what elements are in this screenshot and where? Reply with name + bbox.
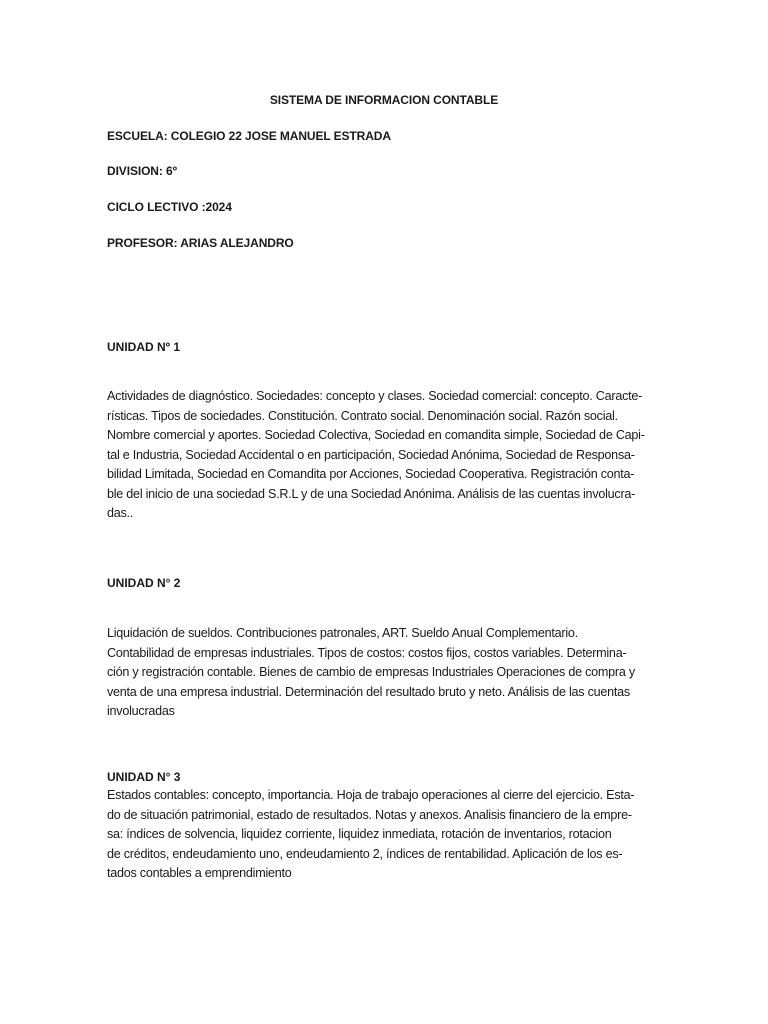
unit-1-line: ble del inicio de una sociedad S.R.L y de una Sociedad Anónima. Análisis de las cuentas involucra-: [107, 486, 636, 501]
unit-2-line: Contabilidad de empresas industriales. Tipos de costos: costos fijos, costos variables. Determina-: [107, 645, 627, 660]
unit-1-heading: UNIDAD Nº 1: [107, 340, 181, 354]
unit-3-line: sa: índices de solvencia, liquidez corriente, liquidez inmediata, rotación de inventarios, rotacion: [107, 827, 612, 841]
unit-1-line: tal e Industria, Sociedad Accidental o en participación, Sociedad Anónima, Sociedad de Responsa-: [107, 447, 635, 462]
unit-3-line: de créditos, endeudamiento uno, endeudamiento 2, índices de rentabilidad. Aplicación de los es-: [107, 846, 623, 861]
unit-3-heading: UNIDAD N° 3: [107, 770, 181, 784]
unit-1-line: Nombre comercial y aportes. Sociedad Colectiva, Sociedad en comandita simple, Sociedad de Capi-: [107, 428, 645, 442]
unit-1-line: Actividades de diagnóstico. Sociedades: concepto y clases. Sociedad comercial: concepto. Caracte-: [107, 389, 643, 403]
unit-3-line: tados contables a emprendimiento: [107, 866, 292, 880]
unit-2-text: [107, 624, 659, 722]
division-line: DIVISION: 6º: [107, 164, 177, 178]
unit-2-heading: UNIDAD N° 2: [107, 576, 181, 590]
unit-2-line: ción y registración contable. Bienes de cambio de empresas Industriales Operaciones de compra y: [107, 665, 635, 679]
unit-2-line: involucradas: [107, 704, 175, 718]
teacher-line: PROFESOR: ARIAS ALEJANDRO: [107, 236, 294, 250]
unit-1-line: bilidad Limitada, Sociedad en Comandita por Acciones, Sociedad Cooperativa. Registración conta-: [107, 467, 635, 481]
unit-1-text: [107, 387, 659, 524]
unit-3-text: [107, 786, 659, 884]
unit-1-line: das..: [107, 506, 134, 520]
document-title: SISTEMA DE INFORMACION CONTABLE: [269, 93, 499, 107]
unit-2-line: Liquidación de sueldos. Contribuciones patronales, ART. Sueldo Anual Complementario.: [107, 626, 578, 640]
unit-2-line: venta de una empresa industrial. Determinación del resultado bruto y neto. Análisis de las cuentas: [107, 684, 630, 699]
unit-3-line: do de situación patrimonial, estado de resultados. Notas y anexos. Analisis financiero de la empre-: [107, 807, 632, 822]
unit-1-line: rísticas. Tipos de sociedades. Constitución. Contrato social. Denominación social. Razón social.: [107, 408, 618, 423]
cycle-line: CICLO LECTIVO :2024: [107, 200, 232, 214]
school-line: ESCUELA: COLEGIO 22 JOSE MANUEL ESTRADA: [107, 129, 391, 143]
unit-3-line: Estados contables: concepto, importancia. Hoja de trabajo operaciones al cierre del ejercicio. Esta-: [107, 788, 635, 802]
